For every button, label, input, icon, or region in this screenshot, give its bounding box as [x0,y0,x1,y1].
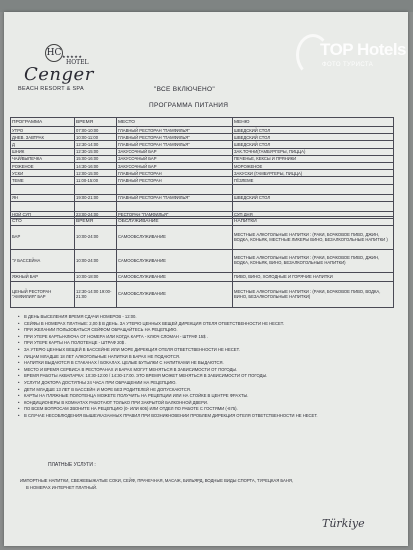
rule-text: ПРИ ЖЕЛАНИИ ПОЛЬЗОВАТЬСЯ СЕЙФОМ ОБРАЩАЙТЕСЬ НА РЕЦЕПЦИЮ. [24,327,178,333]
table-cell: ПИВО, ВИНО, ХОЛОДНЫЕ И ГОРЯЧИЕ НАПИТКИ [233,273,394,282]
tophotels-watermark [292,28,412,78]
rule-item [18,347,398,354]
table-cell: МОРОЖЕНОЕ [233,162,394,169]
table-cell: МЕСТНЫЕ АЛКОГОЛЬНЫЕ НАПИТКИ : (РАКИ, БОЧКОВОЕ ПИВО, ВОДКА, ВИНО, БЕЗАЛКОГОЛЬНЫЕ НАПИТКИ) [233,282,394,308]
paid-service-item: ИМПОРТНЫЕ НАПИТКИ, СВЕЖЕВЫЖАТЫЕ СОКИ, СЕЙФ, ПРАЧЕЧНАЯ, МАСАЖ, БИЛЬЯРД, ВОДНЫЕ ВИДЫ СПОРТА, ТУРЕЦКАЯ БАНЯ, [20,478,294,483]
bullet-icon: • [18,353,20,359]
table-header-cell: НАПИТКИ [233,217,394,226]
bullet-icon: • [18,346,20,352]
rule-text: КАРТЫ НА ПЛЯЖНЫЕ ПОЛОТЕНЦА МОЖЕТЕ ПОЛУЧИТЬ НА РЕЦЕПЦИИ ИЛИ НА СТОЙКЕ В ЦЕНТРЕ ФРАХТЫ. [24,393,249,399]
table-header-row [11,118,394,127]
table-cell: УТРО [11,127,75,134]
logo-subtitle: BEACH RESORT & SPA [18,86,84,92]
top-dark-strip [0,0,413,12]
table-cell: 10:00-24:00 [75,226,117,250]
table-cell: САМООБСЛУЖИВАНИЕ [117,250,233,273]
table-cell: ГЛАВНЫЙ РЕСТОРАН "ПАМФИЛЬЯ" [117,127,233,134]
table-cell: ЗАКУСКИ (ГАМБУРГЕРЫ, ПИЦЦА) [233,170,394,177]
table-cell: ЗАКУСОЧНЫЙ БАР [117,155,233,162]
bullet-icon: • [18,393,20,399]
table-header-cell: ВРЕМЯ [75,118,117,127]
hotel-logo [18,44,94,92]
table-cell: ЧАЙ/ВЫПЕЧКА [11,155,75,162]
bullet-icon: • [18,314,20,319]
rule-item [18,334,398,341]
table-cell: ЦЕНЫЙ РЕСТОРАН "АМФИЛИЯ" БАР [11,282,75,308]
table-cell [11,201,75,211]
table-header-cell: ПРОГРАММА [11,118,75,127]
table-cell: САМООБСЛУЖИВАНИЕ [117,282,233,308]
rules-list [18,314,398,420]
rule-text: ПРИ УТЕРЕ КАРТЫ НА ПОЛОТЕНЦЕ - ШТРАФ 20$ . [24,340,127,346]
rule-item [18,393,398,400]
table-cell: 12:00-15:00 [75,170,117,177]
meal-schedule-table [10,117,394,219]
bullet-icon: • [18,386,20,392]
paid-services-title: ПЛАТНЫЕ УСЛУГИ : [48,462,96,468]
bullet-icon: • [18,406,20,412]
table-cell: 07:00-10:00 [75,127,117,134]
table-cell: ГЁЗЛЕМЕ [233,177,394,184]
table-cell [117,184,233,194]
rule-text: МЕСТО И ВРЕМЯ СЕРВИСА В РЕСТОРАНАХ И БАРАХ МОГУТ МЕНЯТЬСЯ В ЗАВИСИМОСТИ ОТ ПОГОДЫ. [24,366,238,372]
table-cell [75,201,117,211]
table-cell: 11:00-15:00 [75,177,117,184]
rule-text: ПРИ УТЕРЕ КАРТЫ-КЛЮЧА ОТ НОМЕРА ИЛИ КОГДА КАРТА - КЛЮЧ СЛОМАН - ШТРАФ 15$ . [24,333,208,339]
bullet-icon: • [18,379,20,385]
rule-text: ВРЕМЯ РАБОТЫ АКВАПАРКА: 10:30-12:00 / 14:30-17:00. ЭТО ВРЕМЯ МОЖЕТ МЕНЯТЬСЯ В ЗАВИСИМОСТИ ОТ ПОГОДЫ. [24,373,268,379]
table-row [11,201,394,211]
table-cell: ШВЕДСКИЙ СТОЛ [233,141,394,148]
table-cell: ШВЕДСКИЙ СТОЛ [233,127,394,134]
rule-text: ДЕТИ МЛАДШЕ 13 ЛЕТ В БАССЕЙН И МОРЕ БЕЗ РОДИТЕЛЕЙ НЕ ДОПУСКАЮТСЯ. [24,386,191,392]
paid-service-item: В НОМЕРАХ ИНТЕРНЕТ ПЛАТНЫЙ. [26,484,98,490]
table-cell: ЯН [11,194,75,201]
table-row [11,177,394,184]
rule-item [18,327,398,334]
rule-text: СЕЙФЫ В НОМЕРАХ ПЛАТНЫЕ: 2,00 $ В ДЕНЬ. ЗА УТЕРЮ ЦЕННЫХ ВЕЩЕЙ ДИРЕКЦИЯ ОТЕЛЯ ОТВЕТСТВЕННОСТИ НЕ НЕСЕТ. [24,320,285,326]
table-row [11,194,394,201]
table-cell: САМООБСЛУЖИВАНИЕ [117,226,233,250]
table-cell: 12:30-14:00 [75,141,117,148]
table-cell: ГЛАВНЫЙ РЕСТОРАН "ПАМФИЛЬЯ" [117,134,233,141]
table-header-cell: ОБСЛУЖИВАНИЕ [117,217,233,226]
table-cell: Д [11,141,75,148]
table-row [11,141,394,148]
table-row [11,273,394,282]
table-cell [117,201,233,211]
table-cell: МЕСТНЫЕ АЛКОГОЛЬНЫЕ НАПИТКИ : (РАКИ, БОЧКОВОЕ ПИВО, ДЖИН, ВОДКА, КОНЬЯК, ВИНО, БЕЗАЛКОГОЛЬНЫЕ НАПИТКИ) [233,250,394,273]
table-cell: ГЛАВНЫЙ РЕСТОРАН "ПАМФИЛЬЯ" [117,194,233,201]
rule-item [18,314,398,321]
table-cell: СУП ДНЯ [233,211,394,218]
rule-text: В СЛУЧАЕ НЕСОБЛЮДЕНИЯ ВЫШЕУКАЗАННЫХ ПРАВИЛ ПРИ ВОЗНИКНОВЕНИИ ПРОБЛЕМ ДИРЕКЦИЯ ОТЕЛЯ ОТВЕТСТВЕННОСТИ НЕ НЕСЕТ. [24,412,318,418]
table-row [11,134,394,141]
table-cell [233,201,394,211]
bullet-icon: • [18,327,20,333]
bullet-icon: • [18,366,20,372]
table-cell: РЕСТОРАН "ПАМФИЛЬЯ" [117,211,233,218]
table-row [11,282,394,308]
rule-text: КОНДИЦИОНЕРЫ В КОМНАТАХ РАБОТАЮТ ТОЛЬКО ПРИ ЗАКРЫТОЙ БАЛКОННОЙ ДВЕРИ. [24,399,209,405]
logo-emblem-icon: HC [45,44,63,62]
table-cell: ГЛАВНЫЙ РЕСТОРАН [117,177,233,184]
table-cell [233,184,394,194]
rule-text: ПО ВСЕМ ВОПРОСАМ ЗВОНИТЕ НА РЕЦЕПЦИЮ (0- ИЛИ 605) ИЛИ ОТДЕЛ ПО РАБОТЕ С ГОСТЯМИ (-675). [24,406,238,412]
table-cell: ГЛАВНЫЙ РЕСТОРАН "ПАМФИЛЬЯ" [117,141,233,148]
table-cell [11,184,75,194]
table-cell: МЕСТНЫЕ АЛКОГОЛЬНЫЕ НАПИТКИ : (РАКИ, БОЧКОВОЕ ПИВО, ДЖИН, ВОДКА, КОНЬЯК, МЕСТНЫЕ ЛИКЕРЫ ВИНО, БЕЗАЛКОГОЛЬНЫЕ НАПИТКИ ) [233,226,394,250]
bullet-icon: • [18,373,20,379]
table-cell: "У БАССЕЙНА [11,250,75,273]
table-cell: УСКИ [11,170,75,177]
table-header-cell: СТО [11,217,75,226]
rule-item [18,413,398,420]
table-header-row [11,217,394,226]
rule-item [18,387,398,394]
table-cell: САМООБСЛУЖИВАНИЕ [117,273,233,282]
table-cell: 14:30-16:00 [75,162,117,169]
table-cell: ЯЖНЫЙ БАР [11,273,75,282]
table-header-cell: ВРЕМЯ [75,217,117,226]
rule-item [18,360,398,367]
bullet-icon: • [18,360,20,366]
table-cell: РОЖЕНОЕ [11,162,75,169]
table-row [11,250,394,273]
table-cell: 10:00-11:00 [75,134,117,141]
table-cell: ТЕМЕ [11,177,75,184]
logo-name: Cenger [24,64,94,85]
table-cell [75,184,117,194]
table-cell: ДНЕВ. ЗАВТРАК [11,134,75,141]
table-row [11,170,394,177]
rule-item [18,340,398,347]
rule-text: НАПИТКИ ВЫДАЮТСЯ В СТАКАНАХ / БОКАЛАХ. ЦЕЛЫЕ БУТЫЛКИ С НАПИТКАМИ НЕ ВЫДАЮТСЯ. [24,360,224,366]
rule-item [18,400,398,407]
bullet-icon: • [18,399,20,405]
table-cell: 19:00-21:00 [75,194,117,201]
table-cell: ШВЕДСКИЙ СТОЛ [233,194,394,201]
table-cell: ШВЕДСКИЙ СТОЛ [233,134,394,141]
logo-hotel-label: HOTEL [66,59,89,66]
signature: Türkiye [322,517,365,530]
table-row [11,184,394,194]
rule-text: В ДЕНЬ ВЫСЕЛЕНИЯ ВРЕМЯ СДАЧИ НОМЕРОВ - 12:00. [24,314,137,319]
table-row [11,226,394,250]
table-cell: ЗАКУСОЧНЫЙ БАР [117,148,233,155]
watermark-text: TOP Hotels [320,40,407,59]
table-cell: 23:00-24:00 [75,211,117,218]
table-cell: 12:30-14:00 19:00-21:00 [75,282,117,308]
rule-item [18,321,398,328]
table-header-cell: МЕСТО [117,118,233,127]
bullet-icon: • [18,333,20,339]
table-cell: ПЕЧЕНЬЕ, КЕКСЫ И ПРЯНИКИ [233,155,394,162]
rule-item [18,373,398,380]
rule-item [18,354,398,361]
document-title: "ВСЕ ВКЛЮЧЕНО" [154,86,215,93]
table-row [11,148,394,155]
table-header-cell: МЕНЮ [233,118,394,127]
bar-schedule-table [10,216,394,308]
table-cell: ГЛАВНЫЙ РЕСТОРАН [117,170,233,177]
table-cell: ШНИК [11,148,75,155]
table-cell: БАР [11,226,75,250]
table-cell: НОЙ СУП [11,211,75,218]
table-cell: ЗАК.ТОЧНИ(ГАМБУРГЕРЫ, ПИЦЦА) [233,148,394,155]
table-cell: ЗАКУСОЧНЫЙ БАР [117,162,233,169]
document-subtitle: ПРОГРАММА ПИТАНИЯ [149,102,229,109]
table-row [11,162,394,169]
table-cell: 12:30-15:00 [75,148,117,155]
table-cell: 15:00-16:00 [75,155,117,162]
rule-text: УСЛУГИ ДОКТОРА ДОСТУПНЫ 24 ЧАСА ПРИ ОБРАЩЕНИИ НА РЕЦЕПЦИЮ. [24,379,177,385]
paper-sheet [4,12,408,546]
bullet-icon: • [18,340,20,346]
rule-item [18,380,398,387]
table-cell: 10:00-24:00 [75,250,117,273]
logo-stars: ★★★★★ [62,54,83,59]
rule-text: ЛИЦАМ МЛАДШЕ 18 ЛЕТ АЛКОГОЛЬНЫЕ НАПИТКИ В БАРАХ НЕ ПОДАЮТСЯ. [24,353,181,359]
rule-item [18,367,398,374]
table-row [11,155,394,162]
table-cell: 10:00-18:00 [75,273,117,282]
rule-item [18,406,398,413]
bullet-icon: • [18,320,20,326]
paid-services-list [20,478,396,491]
table-row [11,127,394,134]
bullet-icon: • [18,412,20,418]
watermark-subtext: ФОТО ТУРИСТА [322,62,374,68]
rule-text: ЗА УТЕРЮ ЦЕННЫХ ВЕЩЕЙ В БАССЕЙНЕ ИЛИ МОРЕ ДИРЕКЦИЯ ОТЕЛЯ ОТВЕТСТВЕННОСТИ НЕ НЕСЕТ. [24,346,240,352]
